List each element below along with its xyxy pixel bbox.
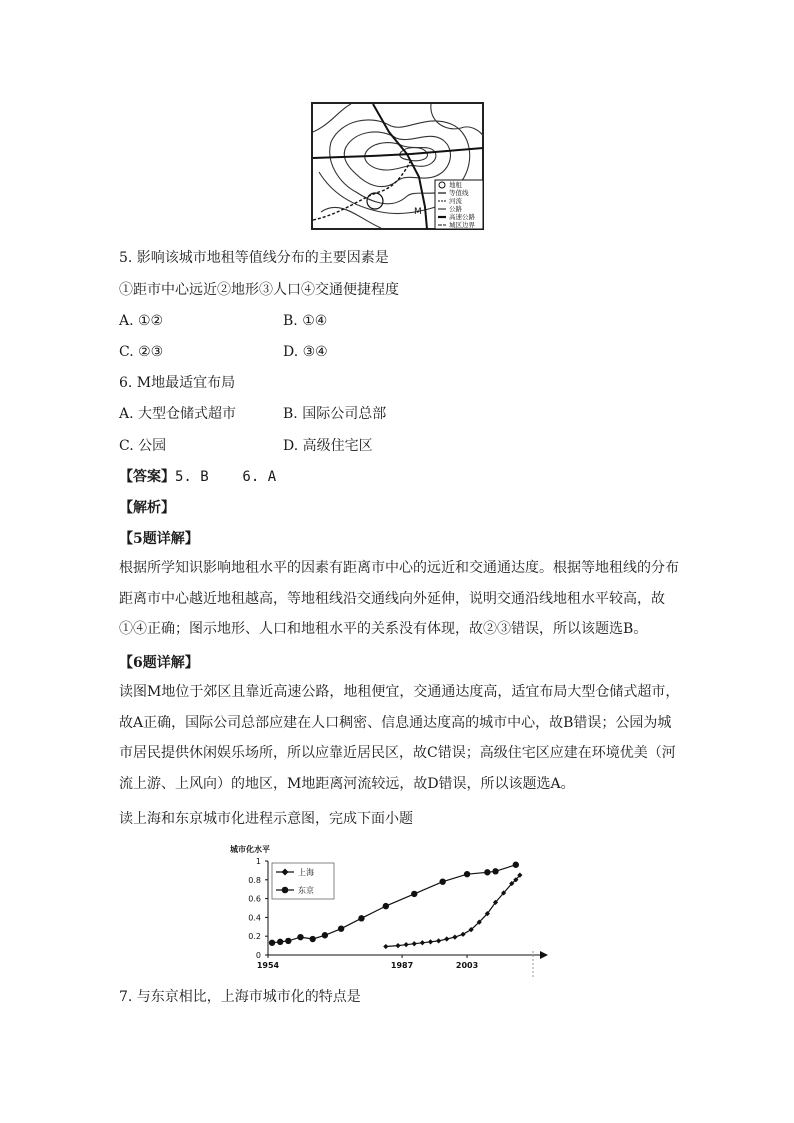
shanghai-point [452, 935, 457, 940]
shanghai-point [436, 938, 441, 943]
legend-shanghai-label: 上海 [298, 868, 314, 877]
q5-option-d[interactable]: D. ③④ [283, 344, 328, 360]
tokyo-point [464, 871, 470, 877]
shanghai-point [404, 942, 409, 947]
m-label: M [414, 207, 422, 217]
chart-title: 城市化水平 [230, 844, 270, 854]
tokyo-point [411, 891, 417, 897]
q7-stem: 7. 与东京相比，上海市城市化的特点是 [119, 989, 361, 1005]
tokyo-point [322, 932, 328, 938]
intro-question-group: 读上海和东京城市化进程示意图，完成下面小题 [119, 811, 413, 827]
q5-items: ①距市中心远近②地形③人口④交通便捷程度 [119, 282, 399, 298]
shanghai-point [395, 943, 400, 948]
answer-label: 【答案】 [119, 469, 175, 485]
q5-stem: 5. 影响该城市地租等值线分布的主要因素是 [119, 250, 389, 266]
legend-text: 公路 [449, 205, 462, 213]
tokyo-point [492, 868, 498, 874]
tokyo-point [513, 862, 519, 868]
city-land-rent-map [311, 102, 484, 230]
x-tick-label: 1954 [256, 961, 280, 970]
answer-text: 5. B 6. A [175, 469, 277, 485]
tokyo-point [439, 878, 445, 884]
legend-text: 地租 [449, 181, 462, 189]
legend-text: 河流 [449, 197, 462, 205]
q5-option-a[interactable]: A. ①② [119, 313, 164, 329]
tokyo-point [358, 915, 364, 921]
x-tick-label: 1987 [390, 961, 414, 970]
analysis-label: 【解析】 [119, 500, 175, 516]
shanghai-point [428, 939, 433, 944]
y-tick-label: 0.6 [248, 894, 261, 904]
q5-option-b[interactable]: B. ①④ [283, 313, 328, 329]
chart-legend [272, 863, 334, 899]
answer-line [119, 468, 276, 486]
x-axis-arrow [540, 951, 548, 959]
detail6-label: 【6题详解】 [119, 655, 199, 671]
q6-option-a[interactable]: A. 大型仓储式超市 [119, 406, 237, 422]
shanghai-point [383, 944, 388, 949]
q6-stem: 6. M地最适宜布局 [119, 375, 236, 391]
map-legend [435, 180, 483, 229]
x-tick-label: 2003 [455, 961, 479, 970]
y-tick-label: 0 [255, 951, 261, 960]
tokyo-point [269, 940, 275, 946]
legend-tokyo-label: 东京 [298, 886, 314, 895]
y-tick-label: 0.8 [248, 875, 261, 885]
legend-text: 等值线 [449, 189, 469, 197]
tokyo-point [285, 938, 291, 944]
q6-option-c[interactable]: C. 公园 [119, 438, 167, 454]
series-line-shanghai [386, 875, 520, 946]
y-tick-label: 0.4 [248, 913, 261, 923]
urbanization-chart [228, 843, 558, 978]
legend-tokyo-marker [282, 887, 289, 894]
q6-option-d[interactable]: D. 高级住宅区 [283, 438, 373, 454]
tokyo-point [338, 925, 344, 931]
q5-option-c[interactable]: C. ②③ [119, 344, 164, 360]
tokyo-point [383, 903, 389, 909]
legend-text: 高速公路 [449, 213, 475, 221]
tokyo-point [484, 869, 490, 875]
y-tick-label: 1 [255, 857, 261, 866]
shanghai-point [412, 941, 417, 946]
q6-option-b[interactable]: B. 国际公司总部 [283, 406, 387, 422]
legend-text: 城区边界 [449, 221, 475, 229]
y-tick-label: 0.2 [248, 932, 261, 942]
detail6-text: 读图M地位于郊区且靠近高速公路，地租便宜，交通通达度高，适宜布局大型仓储式超市，故A正确，国际公司总部应建在人口稠密、信息通达度高的城市中心，故B错误；公园为城市居民提供休闲娱乐场所，所以应靠近居民区，故C错误；高级住宅区应建在环境优美（河流上游、上风向）的地区，M地距离河流较远，故D错误，所以该题选A。 [119, 684, 680, 792]
tokyo-point [309, 936, 315, 942]
shanghai-point [420, 940, 425, 945]
tokyo-point [277, 939, 283, 945]
detail5-text: 根据所学知识影响地租水平的因素有距离市中心的远近和交通通达度。根据等地租线的分布距离市中心越近地租越高，等地租线沿交通线向外延伸，说明交通沿线地租水平较高，故①④正确；图示地形、人口和地租水平的关系没有体现，故②③错误，所以该题选B。 [119, 560, 679, 637]
detail5-label: 【5题详解】 [119, 531, 199, 547]
shanghai-point [444, 936, 449, 941]
tokyo-point [297, 934, 303, 940]
shanghai-point [460, 932, 465, 937]
